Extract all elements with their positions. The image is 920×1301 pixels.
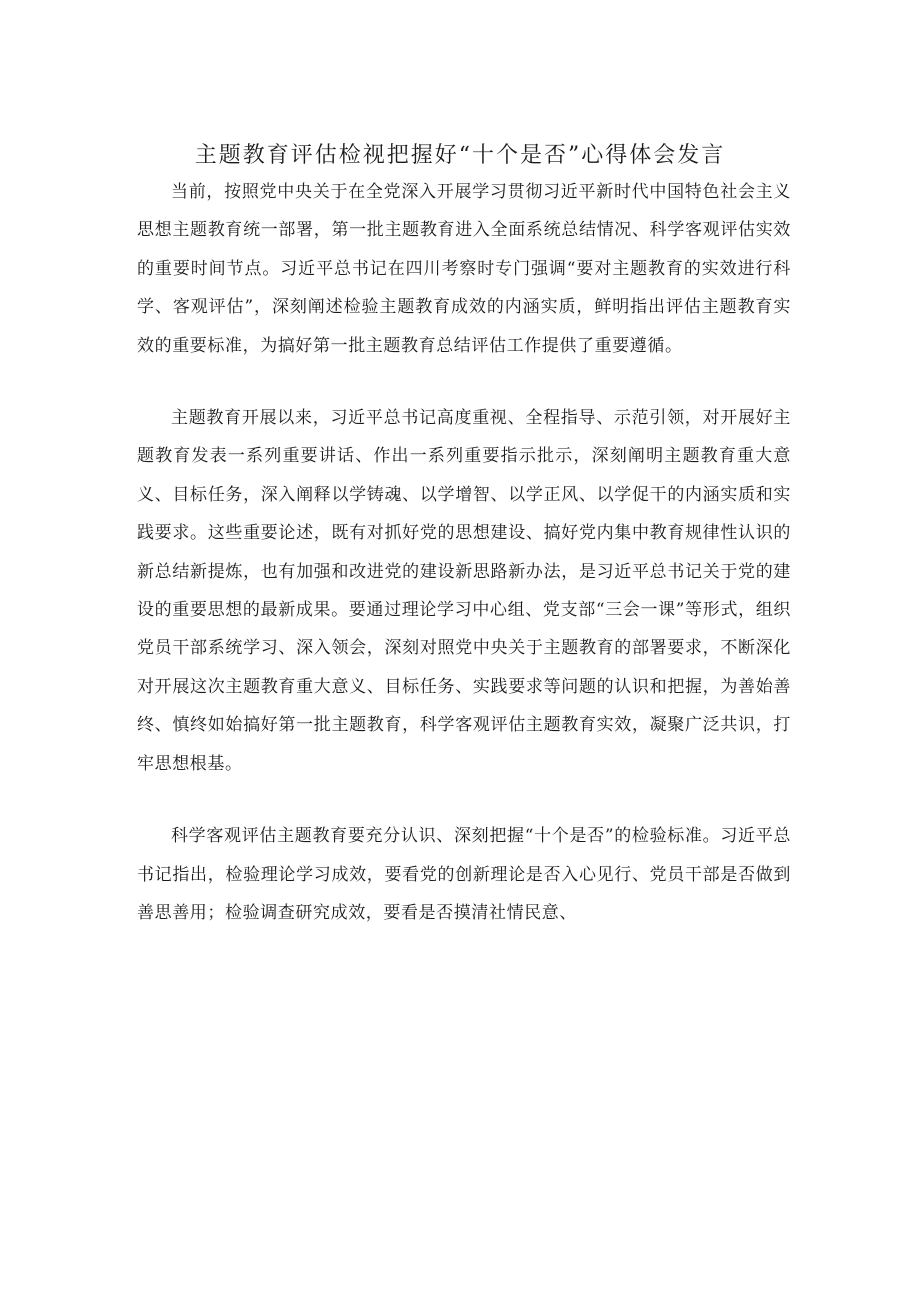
paragraph-1: 当前，按照党中央关于在全党深入开展学习贯彻习近平新时代中国特色社会主义思想主题教育统一部署，第一批主题教育进入全面系统总结情况、科学客观评估实效的重要时间节点。习近平总书记在四川考察时专门强调“要对主题教育的实效进行科学、客观评估”，深刻阐述检验主题教育成效的内涵实质，鲜明指出评估主题教育实效的重要标准，为搞好第一批主题教育总结评估工作提供了重要遵循。 [137, 182, 791, 356]
paragraph-3: 科学客观评估主题教育要充分认识、深刻把握“十个是否”的检验标准。习近平总书记指出，检验理论学习成效，要看党的创新理论是否入心见行、党员干部是否做到善思善用；检验调查研究成效，要看是否摸清社情民意、 [137, 826, 791, 923]
document-title: 主题教育评估检视把握好“十个是否”心得体会发言 [194, 143, 726, 168]
paragraph-2: 主题教育开展以来，习近平总书记高度重视、全程指导、示范引领，对开展好主题教育发表一系列重要讲话、作出一系列重要指示批示，深刻阐明主题教育重大意义、目标任务，深入阐释以学铸魂、以学增智、以学正风、以学促干的内涵实质和实践要求。这些重要论述，既有对抓好党的思想建设、搞好党内集中教育规律性认识的新总结新提炼，也有加强和改进党的建设新思路新办法，是习近平总书记关于党的建设的重要思想的最新成果。要通过理论学习中心组、党支部“三会一课”等形式，组织党员干部系统学习、深入领会，深刻对照党中央关于主题教育的部署要求，不断深化对开展这次主题教育重大意义、目标任务、实践要求等问题的认识和把握，为善始善终、慎终如始搞好第一批主题教育，科学客观评估主题教育实效，凝聚广泛共识，打牢思想根基。 [137, 408, 791, 774]
document-body [137, 173, 791, 932]
